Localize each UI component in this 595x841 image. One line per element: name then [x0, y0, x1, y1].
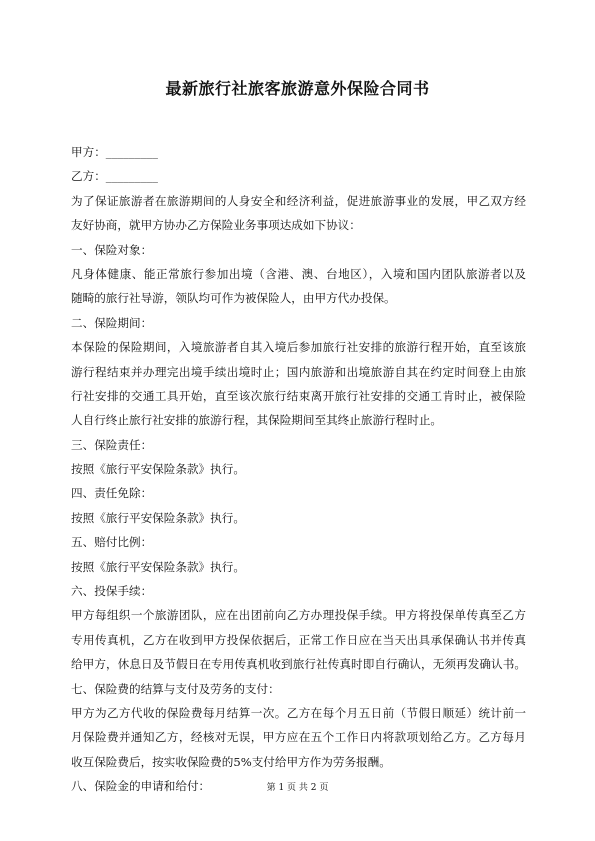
text-line: 七、保险费的结算与支付及劳务的支付：: [71, 681, 280, 696]
text-line: 按照《旅行平安保险条款》执行。: [71, 462, 245, 477]
text-line: 友好协商，就甲方协办乙方保险业务事项达成如下协议：: [71, 218, 361, 233]
text-line: 五、赔付比例：: [71, 535, 153, 550]
text-line: 按照《旅行平安保险条款》执行。: [71, 510, 245, 525]
text-line: 专用传真机，乙方在收到甲方投保依据后，正常工作日应在当天出具承保确认书并传真: [71, 632, 526, 647]
text-line: 乙方：_________: [71, 169, 158, 184]
text-line: 收互保险费后，按实收保险费的5%支付给甲方作为劳务报酬。: [71, 754, 391, 769]
text-line: 二、保险期间：: [71, 315, 153, 330]
text-line: 六、投保手续：: [71, 584, 153, 599]
text-line: 一、保险对象：: [71, 242, 153, 257]
text-line: 甲方为乙方代收的保险费每月结算一次。乙方在每个月五日前（节假日顺延）统计前一: [71, 705, 526, 720]
document-title: 最新旅行社旅客旅游意外保险合同书: [165, 79, 430, 98]
text-line: 四、责任免除：: [71, 486, 153, 501]
text-line: 为了保证旅游者在旅游期间的人身安全和经济利益，促进旅游事业的发展，甲乙双方经: [71, 193, 526, 208]
document-body: [71, 140, 526, 799]
text-line: 本保险的保险期间，入境旅游者自其入境后参加旅行社安排的旅游行程开始，直至该旅: [71, 340, 526, 355]
text-line: 游行程结束并办理完出境手续出境时止；国内旅游和出境旅游自其在约定时间登上由旅: [71, 364, 526, 379]
text-line: 人自行终止旅行社安排的旅游行程，其保险期间至其终止旅游行程时止。: [71, 413, 443, 428]
text-line: 月保险费并通知乙方，经核对无误，甲方应在五个工作日内将款项划给乙方。乙方每月: [71, 730, 526, 745]
text-line: 八、保险金的申请和给付：: [71, 779, 211, 794]
text-line: 凡身体健康、能正常旅行参加出境（含港、澳、台地区），入境和国内团队旅游者以及: [71, 266, 526, 281]
text-line: 三、保险责任：: [71, 437, 153, 452]
text-line: 按照《旅行平安保险条款》执行。: [71, 559, 245, 574]
text-line: 甲方：_________: [71, 145, 158, 159]
page-footer: 第 1 页 共 2 页: [266, 783, 329, 793]
text-line: 行社安排的交通工具开始，直至该次旅行结束离开旅行社安排的交通工肯时止，被保险: [71, 388, 526, 403]
text-line: 随畸的旅行社导游，领队均可作为被保险人，由甲方代办投保。: [71, 291, 396, 306]
text-line: 甲方每组织一个旅游团队，应在出团前向乙方办理投保手续。甲方将投保单传真至乙方: [71, 608, 526, 623]
text-line: 给甲方，休息日及节假日在专用传真机收到旅行社传真时即自行确认，无须再发确认书。: [71, 657, 526, 672]
